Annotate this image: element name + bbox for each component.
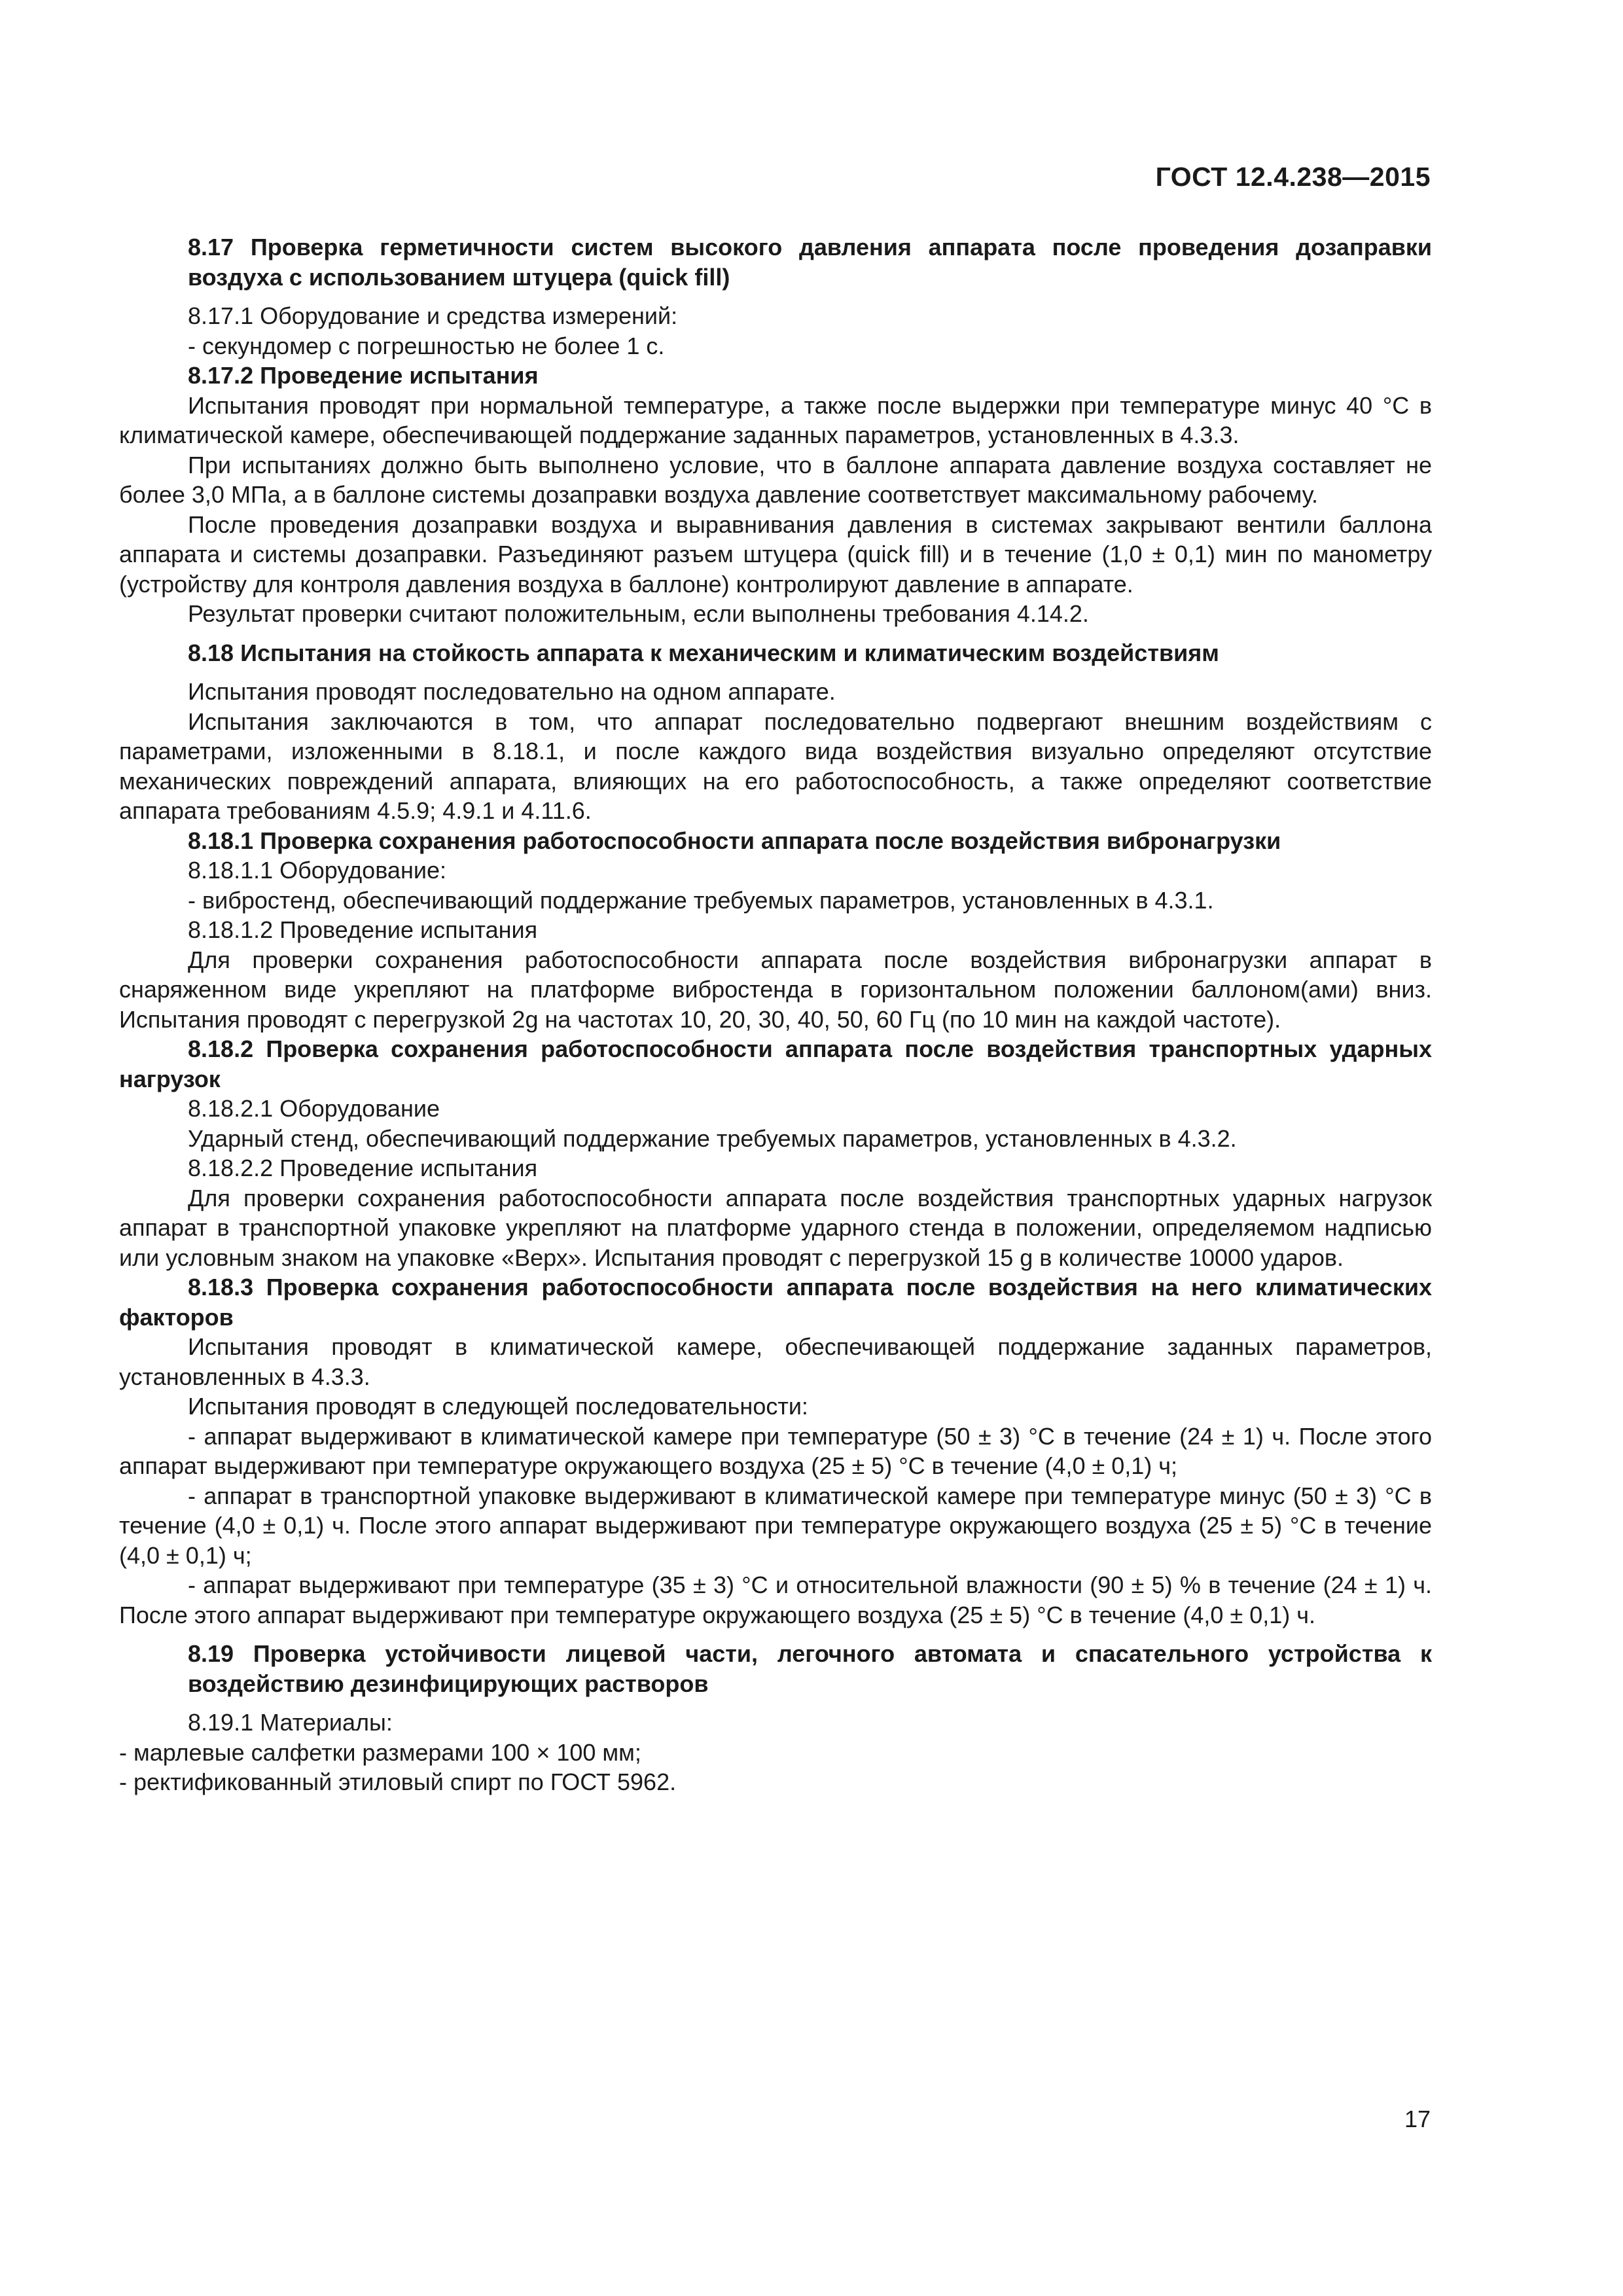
paragraph: Для проверки сохранения работоспособности аппарата после воздействия транспортных ударных нагрузок аппарат в транспортной упаковке укрепляют на платформе ударного стенда в положении, определяемом надписью или условным знаком на упаковке «Верх». Испытания проводят с перегрузкой 15 g в количестве 10000 ударов.: [119, 1184, 1432, 1271]
list-item: - вибростенд, обеспечивающий поддержание требуемых параметров, установленных в 4.3.1.: [188, 886, 1214, 914]
document-code: ГОСТ 12.4.238—2015: [1155, 162, 1431, 192]
page-body: [119, 232, 1432, 1797]
section-heading-8-17: 8.17 Проверка герметичности систем высокого давления аппарата после проведения дозаправки воздуха с использованием штуцера (quick fill): [188, 234, 1432, 291]
list-item: - аппарат выдерживают в климатической камере при температуре (50 ± 3) °С в течение (24 ± 1) ч. После этого аппарат выдерживают при температуре окружающего воздуха (25 ± 5) °С в течение (4,0 ± 0,1) ч;: [119, 1422, 1432, 1479]
subsection-heading-8-18-3: 8.18.3 Проверка сохранения работоспособности аппарата после воздействия на него климатических факторов: [119, 1274, 1432, 1331]
list-item: - секундомер с погрешностью не более 1 с.: [188, 332, 665, 359]
paragraph: Испытания проводят при нормальной температуре, а также после выдержки при температуре минус 40 °С в климатической камере, обеспечивающей поддержание заданных параметров, установленных в 4.3.3.: [119, 391, 1432, 448]
paragraph: При испытаниях должно быть выполнено условие, что в баллоне аппарата давление воздуха составляет не более 3,0 МПа, а в баллоне системы дозаправки воздуха давление соответствует максимальному рабочему.: [119, 451, 1432, 508]
paragraph: Испытания заключаются в том, что аппарат последовательно подвергают внешним воздействиям с параметрами, изложенными в 8.18.1, и после каждого вида воздействия визуально определяют отсутствие механических повреждений аппарата, влияющих на его работоспособность, а также определяют соответствие аппарата требованиям 4.5.9; 4.9.1 и 4.11.6.: [119, 708, 1432, 824]
page-number: 17: [1404, 2106, 1431, 2132]
paragraph: Результат проверки считают положительным, если выполнены требования 4.14.2.: [188, 600, 1089, 627]
paragraph: Для проверки сохранения работоспособности аппарата после воздействия вибронагрузки аппарат в снаряженном виде укрепляют на платформе вибростенда в горизонтальном положении баллоном(ами) вниз. Испытания проводят с перегрузкой 2g на частотах 10, 20, 30, 40, 50, 60 Гц (по 10 мин на каждой частоте).: [119, 946, 1432, 1033]
paragraph: Ударный стенд, обеспечивающий поддержание требуемых параметров, установленных в 4.3.2.: [188, 1124, 1237, 1152]
subsection-8-18-1-1: 8.18.1.1 Оборудование:: [188, 857, 446, 884]
subsection-8-18-2-2: 8.18.2.2 Проведение испытания: [188, 1155, 538, 1181]
subsection-heading-8-17-2: 8.17.2 Проведение испытания: [188, 362, 539, 389]
subsection-8-17-1: 8.17.1 Оборудование и средства измерений:: [188, 302, 678, 329]
paragraph: Испытания проводят в климатической камере, обеспечивающей поддержание заданных параметров, установленных в 4.3.3.: [119, 1333, 1432, 1390]
subsection-8-18-1-2: 8.18.1.2 Проведение испытания: [188, 916, 538, 943]
section-heading-8-19: 8.19 Проверка устойчивости лицевой части, легочного автомата и спасательного устройства к воздействию дезинфицирующих растворов: [188, 1640, 1432, 1697]
paragraph: Испытания проводят последовательно на одном аппарате.: [188, 678, 836, 705]
paragraph: Испытания проводят в следующей последовательности:: [188, 1393, 808, 1420]
subsection-heading-8-18-2: 8.18.2 Проверка сохранения работоспособности аппарата после воздействия транспортных ударных нагрузок: [119, 1035, 1432, 1092]
list-item: - аппарат в транспортной упаковке выдерживают в климатической камере при температуре минус (50 ± 3) °С в течение (4,0 ± 0,1) ч. После этого аппарат выдерживают при температуре окружающего воздуха (25 ± 5) °С в течение (4,0 ± 0,1) ч;: [119, 1482, 1432, 1569]
subsection-heading-8-18-1: 8.18.1 Проверка сохранения работоспособности аппарата после воздействия вибронагрузки: [188, 827, 1281, 854]
list-item: - ректификованный этиловый спирт по ГОСТ 5962.: [119, 1768, 677, 1795]
subsection-8-18-2-1: 8.18.2.1 Оборудование: [188, 1095, 440, 1122]
list-item: - марлевые салфетки размерами 100 × 100 мм;: [119, 1738, 641, 1766]
paragraph: После проведения дозаправки воздуха и выравнивания давления в системах закрывают вентили баллона аппарата и системы дозаправки. Разъединяют разъем штуцера (quick fill) и в течение (1,0 ± 0,1) мин по манометру (устройству для контроля давления воздуха в баллоне) контролируют давление в аппарате.: [119, 511, 1432, 598]
list-item: - аппарат выдерживают при температуре (35 ± 3) °С и относительной влажности (90 ± 5) % в течение (24 ± 1) ч. После этого аппарат выдерживают при температуре окружающего воздуха (25 ± 5) °С в течение (4,0 ± 0,1) ч.: [119, 1571, 1432, 1628]
section-heading-8-18: 8.18 Испытания на стойкость аппарата к механическим и климатическим воздействиям: [188, 639, 1219, 666]
subsection-8-19-1: 8.19.1 Материалы:: [188, 1709, 393, 1736]
